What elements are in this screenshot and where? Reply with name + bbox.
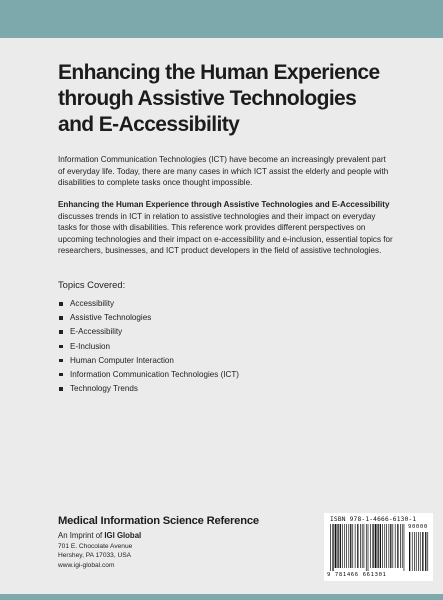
topic-label: E-Inclusion [70, 341, 111, 351]
barcode-bar [357, 524, 358, 568]
barcode-bar [370, 524, 371, 568]
description-text: discusses trends in ICT in relation to assistive technologies and their impact on everyday tasks for those with disabilities. This reference work provides different perspectives on upcoming technologies and their impact on e-accessibility and e-inclusion, essential topics for researchers, businesses, and ICT product developers in the field of assistive technologies. [58, 211, 393, 256]
bullet-icon [59, 302, 63, 306]
bullet-icon [59, 387, 63, 391]
topic-label: Human Computer Interaction [70, 355, 174, 365]
barcode-bar [390, 524, 391, 568]
topic-label: Technology Trends [70, 384, 138, 394]
isbn-label: ISBN 978-1-4666-6130-1 [330, 516, 417, 523]
topics-heading: Topics Covered: [58, 279, 126, 290]
topic-label: Information Communication Technologies (ICT) [70, 369, 239, 379]
barcode-bar [346, 524, 347, 568]
description-paragraph [58, 199, 393, 257]
barcode-bar [400, 524, 401, 568]
imprint-prefix: An Imprint of [58, 531, 105, 540]
barcode-bar [402, 524, 403, 568]
bullet-icon [59, 330, 63, 334]
topic-label: Accessibility [70, 299, 115, 308]
bottom-color-band [0, 594, 443, 600]
intro-paragraph: Information Communication Technologies (ICT) have become an increasingly prevalent part of everyday life. Today, there are many cases in which ICT assist the elderly and people with disabilities to complete tasks once thought impossible. [58, 155, 389, 188]
title-line-3: and E-Accessibility [58, 113, 240, 136]
barcode-addon-bar [425, 532, 426, 571]
barcode-bar [375, 524, 377, 568]
bullet-icon [59, 316, 63, 320]
barcode-bar [352, 524, 353, 568]
barcode-bar [380, 524, 381, 568]
barcode-bar [397, 524, 398, 568]
series-name: Medical Information Science Reference [58, 515, 259, 527]
topic-item [58, 354, 239, 368]
barcode-bar [364, 524, 365, 568]
top-color-band [0, 0, 443, 38]
barcode-bar [348, 524, 349, 568]
barcode-bar [344, 524, 345, 568]
topic-label: E-Accessibility [70, 327, 123, 337]
barcode-bar [392, 524, 393, 568]
barcode-bar [342, 524, 343, 568]
barcode-bar [404, 524, 405, 571]
barcode-addon-bar [416, 532, 417, 571]
barcode-bar [389, 524, 390, 568]
address-line-2: Hershey, PA 17033, USA [58, 552, 132, 560]
barcode-bar [378, 524, 379, 568]
address-line-1: 701 E. Chocolate Avenue [58, 542, 133, 550]
publisher-website: www.igi-global.com [58, 562, 115, 570]
topic-item [58, 297, 239, 311]
barcode-bar [368, 524, 369, 571]
barcode-bar [335, 524, 337, 568]
barcode-bar [386, 524, 387, 568]
barcode-bar [395, 524, 396, 568]
barcode-bar [355, 524, 356, 568]
bullet-icon [59, 359, 63, 363]
barcode-addon-bar [418, 532, 419, 571]
isbn-barcode [324, 513, 433, 581]
barcode-bar [362, 524, 363, 568]
topic-label: Assistive Technologies [70, 313, 152, 323]
bullet-icon [59, 373, 63, 377]
bullet-icon [59, 345, 63, 349]
topic-item [58, 325, 239, 339]
barcode-addon-bar [409, 532, 410, 571]
barcode-bars [329, 524, 429, 572]
barcode-bar [384, 524, 385, 568]
barcode-addon-bar [420, 532, 421, 571]
topic-item [58, 382, 239, 396]
barcode-main-digits: 9 781466 661301 [327, 572, 387, 578]
description-bold-title: Enhancing the Human Experience through Assistive Technologies and E-Accessibility [58, 200, 390, 209]
barcode-bar [360, 524, 361, 568]
barcode-bar [350, 524, 351, 568]
barcode-bar [330, 524, 331, 571]
barcode-bar [366, 524, 367, 571]
topics-list [58, 297, 239, 396]
publisher-block [58, 531, 141, 571]
imprint-line [58, 531, 141, 542]
title-line-1: Enhancing the Human Experience [58, 61, 380, 84]
barcode-bar [332, 524, 333, 571]
barcode-addon-bar [412, 532, 413, 571]
imprint-name: IGI Global [104, 531, 142, 540]
barcode-addon-digits: 90000 [408, 524, 428, 530]
topic-item [58, 340, 239, 354]
book-title [58, 60, 418, 138]
title-line-2: through Assistive Technologies [58, 87, 357, 110]
barcode-bar [372, 524, 373, 568]
barcode-bar [337, 524, 338, 568]
barcode-addon-bar [414, 532, 415, 571]
barcode-bar [340, 524, 341, 568]
barcode-bar [382, 524, 383, 568]
barcode-addon-bar [427, 532, 428, 571]
topic-item [58, 368, 239, 382]
barcode-addon-bar [422, 532, 423, 571]
topic-item [58, 311, 239, 325]
